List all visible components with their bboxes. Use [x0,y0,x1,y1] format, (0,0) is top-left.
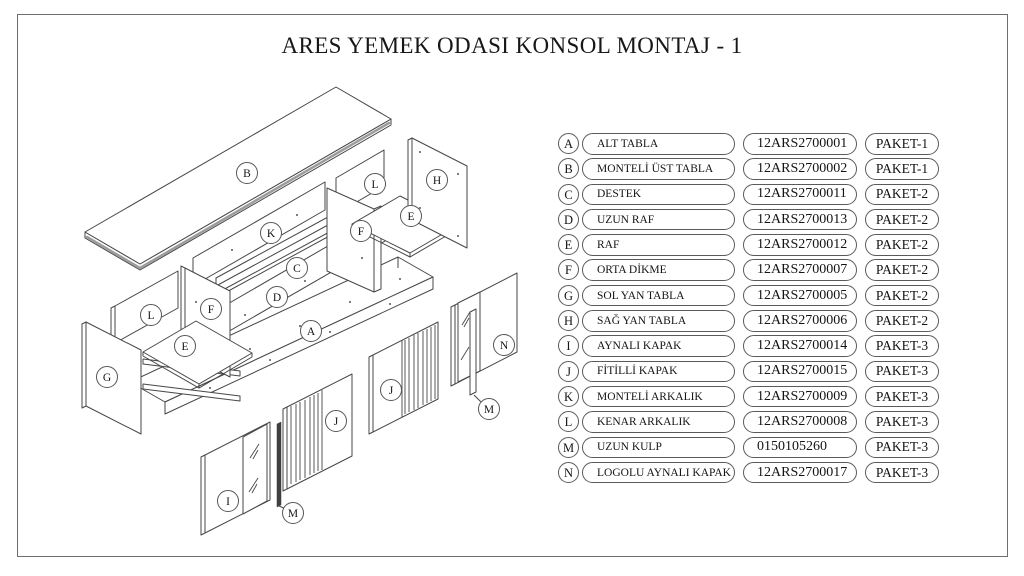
callout-N-13 [494,335,515,356]
svg-text:A: A [306,326,316,338]
part-name-pill: LOGOLU AYNALI KAPAK [582,462,735,484]
parts-table-row [555,156,947,181]
parts-table-row [555,207,947,232]
part-name-pill: RAF [582,234,735,256]
callout-E-3 [401,206,422,227]
part-code-pill: 12ARS2700005 [743,285,857,307]
page-title: ARES YEMEK ODASI KONSOL MONTAJ - 1 [281,33,743,58]
part-code-pill: 12ARS2700007 [743,259,857,281]
part-name-pill: UZUN RAF [582,209,735,231]
part-i-mirror-door [201,422,270,535]
callout-G-12 [97,367,118,388]
part-letter-badge: H [558,310,579,331]
callout-K-4 [261,223,282,244]
part-letter-badge: N [558,462,579,483]
part-letter-badge: C [558,184,579,205]
svg-text:J: J [388,385,394,397]
part-package-pill: PAKET-2 [865,310,939,332]
callout-D-7 [267,287,288,308]
part-package-pill: PAKET-3 [865,437,939,459]
parts-table [555,131,947,485]
part-code-pill: 12ARS2700013 [743,209,857,231]
svg-text:N: N [499,340,509,352]
parts-table-row [555,308,947,333]
part-package-pill: PAKET-3 [865,386,939,408]
part-letter-badge: E [558,234,579,255]
svg-text:K: K [266,228,276,240]
part-code-pill: 0150105260 [743,437,857,459]
part-package-pill: PAKET-3 [865,462,939,484]
callout-F-10 [201,299,222,320]
callout-H-2 [427,170,448,191]
part-package-pill: PAKET-2 [865,285,939,307]
svg-text:J: J [333,416,339,428]
part-code-pill: 12ARS2700014 [743,335,857,357]
callout-M-15 [479,399,500,420]
part-name-pill: MONTELİ ÜST TABLA [582,158,735,180]
part-f-right-divider [327,188,381,292]
svg-text:M: M [287,508,299,520]
svg-text:H: H [432,175,442,187]
part-name-pill: ALT TABLA [582,133,735,155]
svg-text:L: L [371,179,379,191]
part-letter-badge: J [558,361,579,382]
parts-table-row [555,359,947,384]
part-code-pill: 12ARS2700006 [743,310,857,332]
callout-B-0 [237,163,258,184]
svg-text:D: D [272,292,282,304]
parts-table-row [555,409,947,434]
part-package-pill: PAKET-3 [865,411,939,433]
svg-text:F: F [357,226,365,238]
parts-table-row [555,435,947,460]
part-letter-badge: M [558,437,579,458]
part-package-pill: PAKET-3 [865,361,939,383]
part-package-pill: PAKET-2 [865,259,939,281]
part-package-pill: PAKET-3 [865,335,939,357]
callout-L-9 [141,305,162,326]
part-code-pill: 12ARS2700011 [743,184,857,206]
part-j-fluted-door-middle [283,374,352,491]
callout-M-18 [283,503,304,524]
part-name-pill: AYNALI KAPAK [582,335,735,357]
part-name-pill: DESTEK [582,184,735,206]
part-package-pill: PAKET-2 [865,184,939,206]
svg-text:L: L [147,310,155,322]
svg-text:E: E [181,341,189,353]
callout-F-5 [351,221,372,242]
callout-J-14 [381,380,402,401]
parts-table-row [555,232,947,257]
parts-table-row [555,182,947,207]
parts-table-row [555,333,947,358]
svg-text:M: M [483,404,495,416]
svg-text:G: G [102,372,112,384]
part-letter-badge: L [558,411,579,432]
part-package-pill: PAKET-2 [865,209,939,231]
callout-J-16 [326,411,347,432]
part-letter-badge: F [558,259,579,280]
callout-E-11 [175,336,196,357]
callout-L-1 [365,174,386,195]
part-name-pill: KENAR ARKALIK [582,411,735,433]
parts-table-row [555,384,947,409]
svg-text:B: B [243,168,251,180]
callout-A-8 [301,321,322,342]
part-name-pill: FİTİLLİ KAPAK [582,361,735,383]
part-name-pill: SOL YAN TABLA [582,285,735,307]
part-n-logo-mirror-door [451,273,517,395]
part-code-pill: 12ARS2700017 [743,462,857,484]
part-name-pill: SAĞ YAN TABLA [582,310,735,332]
part-package-pill: PAKET-2 [865,234,939,256]
part-letter-badge: G [558,285,579,306]
svg-text:I: I [226,496,230,508]
svg-text:E: E [407,211,415,223]
part-letter-badge: D [558,209,579,230]
part-code-pill: 12ARS2700001 [743,133,857,155]
part-letter-badge: A [558,133,579,154]
parts-table-row [555,283,947,308]
part-code-pill: 12ARS2700009 [743,386,857,408]
part-letter-badge: I [558,335,579,356]
part-code-pill: 12ARS2700015 [743,361,857,383]
part-name-pill: ORTA DİKME [582,259,735,281]
parts-table-row [555,257,947,282]
part-name-pill: MONTELİ ARKALIK [582,386,735,408]
part-letter-badge: K [558,386,579,407]
part-j-fluted-door-right [369,322,438,434]
part-code-pill: 12ARS2700002 [743,158,857,180]
part-letter-badge: B [558,158,579,179]
parts-table-row [555,131,947,156]
svg-text:F: F [207,304,215,316]
svg-text:C: C [293,263,301,275]
callout-I-17 [218,491,239,512]
part-package-pill: PAKET-1 [865,158,939,180]
part-name-pill: UZUN KULP [582,437,735,459]
part-package-pill: PAKET-1 [865,133,939,155]
parts-table-row [555,460,947,485]
part-code-pill: 12ARS2700012 [743,234,857,256]
part-code-pill: 12ARS2700008 [743,411,857,433]
callout-C-6 [287,258,308,279]
